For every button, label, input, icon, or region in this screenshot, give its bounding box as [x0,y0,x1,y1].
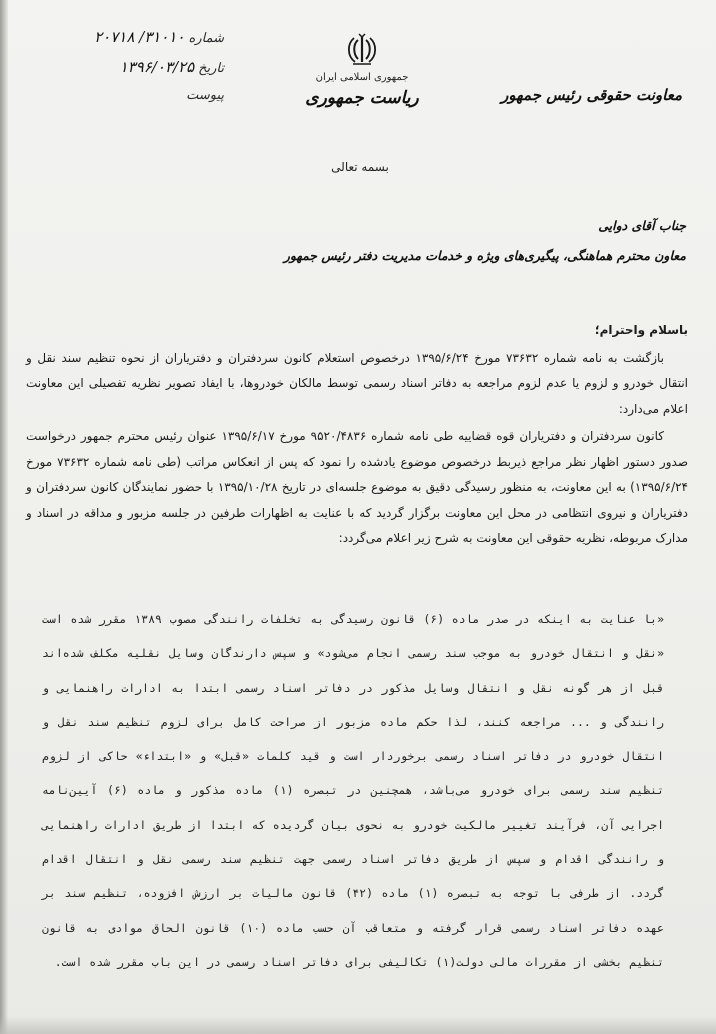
scan-edge-shadow [0,0,8,1034]
iran-emblem-icon [344,32,380,68]
paragraph-2: کانون سردفتران و دفتریاران قوه قضاییه طی نامه شماره ۹۵۲۰/۴۸۳۶ مورخ ۱۳۹۵/۶/۱۷ عنوان رئیس محترم جمهور درخواست صدور دستور اظهار نظر مراجع ذیربط درخصوص موضوع یادشده را نمود که پس از انعکاس مراتب (طی نامه شماره ۷۳۶۳۲ مورخ ۱۳۹۵/۶/۲۴) به این معاونت، به منظور رسیدگی دقیق به موضوع جلسه‌ای در تاریخ ۱۳۹۵/۱۰/۲۸ با حضور نمایندگان کانون سردفتران و دفتریاران و نیروی انتظامی در محل این معاونت برگزار گردید که با عنایت به اظهارات طرفین در جلسه مزبور و مداقه در اسناد و مدارک مربوطه، نظریه حقوقی این معاونت به شرح زیر اعلام می‌گردد: [26,429,689,545]
scan-bottom-shadow [0,1016,716,1034]
basmala: بسمه تعالی [331,160,389,174]
attachment-row [14,88,224,118]
addressee-title: معاون محترم هماهنگی، پیگیری‌های ویژه و خدمات مدیریت دفتر رئیس جمهور [283,248,686,263]
attachment-label: پیوست [186,88,224,103]
number-value: ۳۱۰۱۰/ ۲۰۷۱۸ [94,28,185,46]
country-name: جمهوری اسلامی ایران [315,72,409,83]
date-value: ۱۳۹۶/۰۳/۲۵ [119,58,195,76]
number-row [14,28,224,58]
letter-body [26,318,688,554]
greeting: باسلام واحترام؛ [594,323,688,337]
date-label: تاریخ [198,61,224,76]
number-label: شماره [188,31,224,46]
office-name: معاونت حقوقی رئیس جمهور [501,86,682,104]
organization-name: ریاست جمهوری [305,88,419,108]
letter-metadata [14,28,224,118]
addressee-block [126,218,686,278]
legal-opinion-quote: «با عنایت به اینکه در صدر ماده (۶) قانون رسیدگی به تخلفات رانندگی مصوب ۱۳۸۹ مقرر شده است «نقل و انتقال خودرو به موجب سند رسمی انجام می‌شود» و سپس دارندگان وسایل نقلیه مکلف شده‌اند قبل از هر گونه نقل و انتقال وسایل مذکور در دفاتر اسناد رسمی ابتدا به ادارات راهنمایی و رانندگی و ... مراجعه کنند، لذا حکم ماده مزبور از صراحت کامل برای لزوم تنظیم سند نقل و انتقال خودرو در دفاتر اسناد رسمی برخوردار است و قید کلمات «قبل» و «ابتداء» حاکی از لزوم تنظیم سند رسمی برای خودرو می‌باشد، همچنین در تبصره (۱) ماده مذکور و ماده (۶) آیین‌نامه اجرایی آن، فرآیند تغییر مالکیت خودرو به نحوی بیان گردیده که ابتدا از طریق ادارات راهنمایی و رانندگی اقدام و سپس از طریق دفاتر اسناد رسمی جهت تنظیم سند رسمی نقل و انتقال اقدام گردد. از طرفی با توجه به تبصره (۱) ماده (۴۲) قانون مالیات بر ارزش افزوده، تنظیم سند بر عهده دفاتر اسناد رسمی قرار گرفته و متعاقب آن حسب ماده (۱۰) قانون الحاق موادی به قانون تنظیم بخشی از مقررات مالی دولت(۱) تکالیفی برای دفاتر اسناد رسمی در این باب مقرر شده است. [42,612,664,969]
paragraph-1: بازگشت به نامه شماره ۷۳۶۳۲ مورخ ۱۳۹۵/۶/۲۴ درخصوص استعلام کانون سردفتران و دفتریاران از نحوه تنظیم سند نقل و انتقال خودرو و لزوم یا عدم لزوم مراجعه به دفاتر اسناد رسمی توسط مالکان خودروها، با ایفاد تصویر نظریه تفصیلی این معاونت اعلام می‌دارد: [26,350,688,416]
addressee-name: جناب آقای دوایی [598,218,686,233]
date-row [14,58,224,88]
